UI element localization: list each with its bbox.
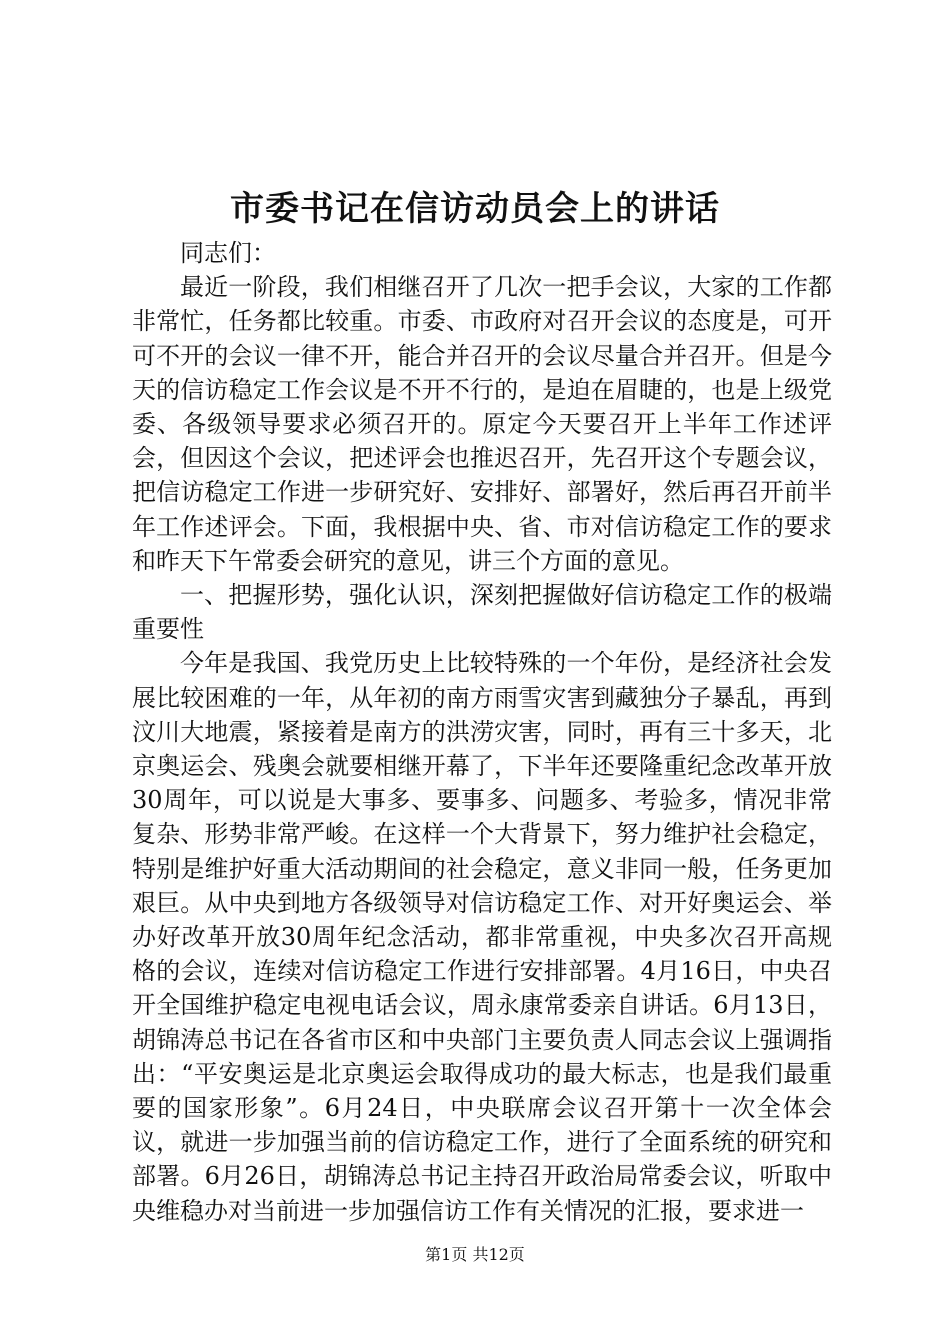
section-heading-1: 一、把握形势，强化认识，深刻把握做好信访稳定工作的极端重要性 — [132, 581, 832, 644]
paragraph-situation: 今年是我国、我党历史上比较特殊的一个年份，是经济社会发展比较困难的一年，从年初的南方雨雪灾害到藏独分子暴乱，再到汶川大地震，紧接着是南方的洪涝灾害，同时，再有三十多天，北京奥运会、残奥会就要相继开幕了，下半年还要隆重纪念改革开放30周年，可以说是大事多、要事多、问题多、考验多，情况非常复杂、形势非常严峻。在这样一个大背景下，努力维护社会稳定，特别是维护好重大活动期间的社会稳定，意义非同一般，任务更加艰巨。从中央到地方各级领导对信访稳定工作、对开好奥运会、举办好改革开放30周年纪念活动，都非常重视，中央多次召开高规格的会议，连续对信访稳定工作进行安排部署。4月16日，中央召开全国维护稳定电视电话会议，周永康常委亲自讲话。6月13日，胡锦涛总书记在各省市区和中央部门主要负责人同志会议上强调指出：“平安奥运是北京奥运会取得成功的最大标志，也是我们最重要的国家形象”。6月24日，中央联席会议召开第十一次全体会议，就进一步加强当前的信访稳定工作，进行了全面系统的研究和部署。6月26日，胡锦涛总书记主持召开政治局常委会议，听取中央维稳办对当前进一步加强信访工作有关情况的汇报，要求进一 — [132, 649, 832, 1225]
page-footer: 第1页 共12页 — [425, 1245, 525, 1264]
paragraph-greeting: 同志们： — [180, 239, 276, 267]
document-body — [132, 236, 832, 1228]
document-title: 市委书记在信访动员会上的讲话 — [230, 189, 720, 229]
paragraph-intro: 最近一阶段，我们相继召开了几次一把手会议，大家的工作都非常忙，任务都比较重。市委、市政府对召开会议的态度是，可开可不开的会议一律不开，能合并召开的会议尽量合并召开。但是今天的信访稳定工作会议是不开不行的，是迫在眉睫的，也是上级党委、各级领导要求必须召开的。原定今天要召开上半年工作述评会，但因这个会议，把述评会也推迟召开，先召开这个专题会议，把信访稳定工作进一步研究好、安排好、部署好，然后再召开前半年工作述评会。下面，我根据中央、省、市对信访稳定工作的要求和昨天下午常委会研究的意见，讲三个方面的意见。 — [132, 273, 832, 575]
